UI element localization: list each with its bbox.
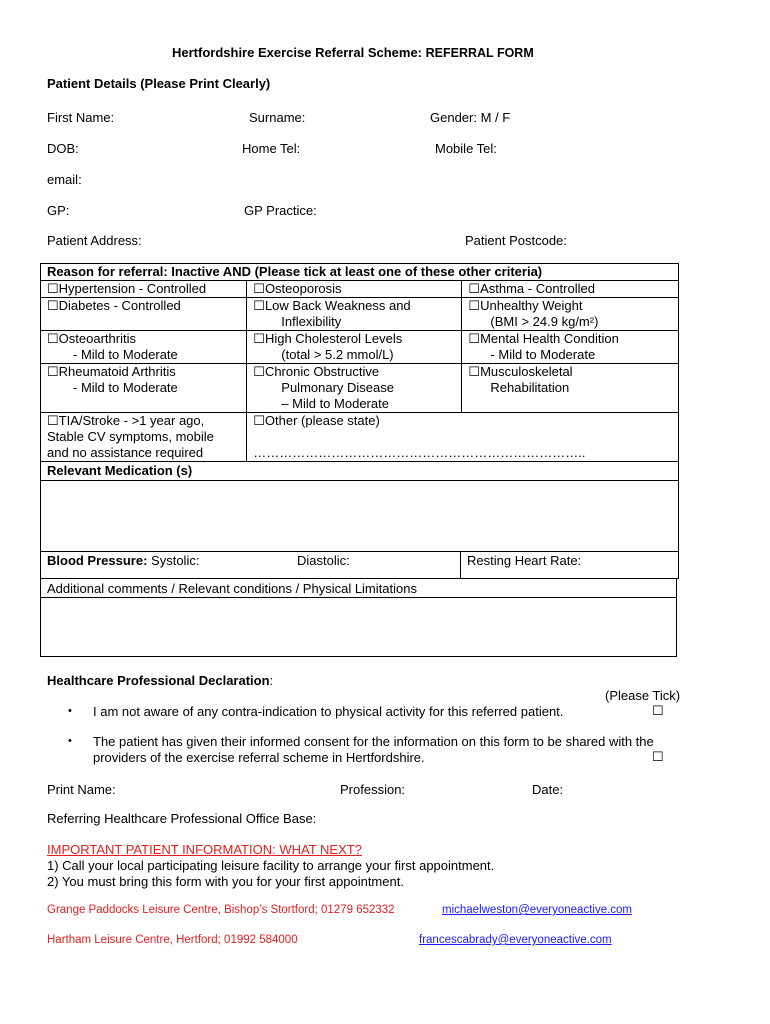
checkbox-icon[interactable]: ☐ (47, 364, 59, 379)
checkbox-icon[interactable]: ☐ (468, 364, 481, 379)
referral-criteria-table (40, 263, 679, 462)
checkbox-icon[interactable]: ☐ (47, 331, 59, 346)
vitals-divider (460, 552, 461, 578)
declaration-colon: : (269, 673, 274, 688)
checkbox-icon[interactable]: ☐ (468, 298, 481, 313)
what-next-heading: IMPORTANT PATIENT INFORMATION: WHAT NEXT? (47, 842, 362, 857)
criterion-hypertension-controlled[interactable] (41, 281, 247, 298)
criterion-text: Mental Health Condition (480, 331, 619, 346)
criteria-rows (41, 281, 679, 413)
comments-box[interactable] (40, 578, 677, 657)
criterion-text: Asthma - Controlled (480, 281, 595, 296)
bullet-2: • (68, 735, 72, 747)
criterion-label (47, 331, 246, 347)
criterion-osteoarthritis[interactable] (41, 331, 247, 364)
checkbox-icon[interactable]: ☐ (253, 281, 265, 296)
criterion-mental-health-condition[interactable] (462, 331, 679, 364)
checkbox-icon[interactable]: ☐ (47, 298, 59, 313)
criterion-label (468, 364, 678, 380)
resting-heart-rate-label[interactable]: Resting Heart Rate: (467, 553, 582, 568)
criterion-label (468, 331, 678, 347)
what-next-step-2: 2) You must bring this form with you for your first appointment. (47, 874, 404, 889)
centre-grange-paddocks-email[interactable]: michaelweston@everyoneactive.com (442, 904, 633, 916)
vitals-row (40, 551, 679, 579)
other-dots: ………………………………………………………………….. (253, 445, 586, 460)
criterion-text: Low Back Weakness and (264, 298, 411, 313)
criterion-detail: Pulmonary Disease (281, 380, 394, 395)
tia-line-2: Stable CV symptoms, mobile (47, 429, 214, 444)
systolic-label: Systolic: (151, 553, 200, 568)
gender-label: Gender: M / F (430, 110, 511, 125)
criterion-text: Diabetes - Controlled (58, 298, 181, 313)
surname-label: Surname: (249, 110, 306, 125)
criteria-row (41, 298, 679, 331)
home-tel-label: Home Tel: (242, 141, 301, 156)
declaration-item-1: I am not aware of any contra-indication to physical activity for this referred patient. (93, 704, 564, 719)
tia-line-3: and no assistance required (47, 445, 204, 460)
criteria-row (41, 281, 679, 298)
comments-label: Additional comments / Relevant conditions / Physical Limitations (47, 581, 417, 596)
dob-label: DOB: (47, 141, 79, 156)
office-base-label: Referring Healthcare Professional Office Base: (47, 811, 317, 826)
patient-postcode-label: Patient Postcode: (465, 233, 567, 248)
other-label: ☐Other (please state) (253, 413, 380, 428)
form-title-sub: REFERRAL FORM (425, 46, 534, 60)
criterion-tia-stroke[interactable] (41, 413, 247, 462)
checkbox-icon[interactable]: ☐ (47, 281, 59, 296)
declaration-checkbox-1[interactable]: ☐ (652, 703, 664, 718)
email-label: email: (47, 172, 82, 187)
criteria-row (41, 331, 679, 364)
diastolic-label[interactable]: Diastolic: (297, 553, 350, 568)
criterion-text: High Cholesterol Levels (264, 331, 403, 346)
criterion-detail: - Mild to Moderate (73, 347, 178, 362)
criterion-text: Rheumatoid Arthritis (58, 364, 176, 379)
centre-hartham-email[interactable]: francescabrady@everyoneactive.com (419, 934, 612, 946)
bp-label: Blood Pressure: (47, 553, 148, 568)
criterion-text: Hypertension - Controlled (58, 281, 207, 296)
criterion-unhealthy-weight[interactable] (462, 298, 679, 331)
criterion-text: Unhealthy Weight (480, 298, 583, 313)
what-next-step-1: 1) Call your local participating leisure facility to arrange your first appointment. (47, 858, 495, 873)
criterion-label (253, 281, 461, 297)
criterion-musculoskeletal[interactable] (462, 364, 679, 413)
referral-heading: Reason for referral: Inactive AND (Please tick at least one of these other criteria) (41, 264, 679, 281)
criterion-text: Musculoskeletal (480, 364, 573, 379)
criterion-detail: (total > 5.2 mmol/L) (281, 347, 394, 362)
criterion-label (47, 281, 246, 297)
mobile-tel-label: Mobile Tel: (435, 141, 497, 156)
criterion-label (468, 281, 678, 297)
date-label: Date: (532, 782, 564, 797)
criterion-detail: - Mild to Moderate (73, 380, 178, 395)
criterion-label (253, 331, 461, 347)
declaration-heading: Healthcare Professional Declaration (47, 673, 270, 688)
criterion-label (47, 364, 246, 380)
medication-divider (41, 480, 678, 481)
comments-divider (41, 597, 676, 598)
criterion-detail: (BMI > 24.9 kg/m²) (490, 314, 599, 329)
form-title (172, 45, 534, 60)
first-name-label: First Name: (47, 110, 115, 125)
criterion-text: Chronic Obstructive (264, 364, 380, 379)
bullet-1: • (68, 705, 72, 717)
criterion-label (253, 298, 461, 314)
criterion-detail: – Mild to Moderate (281, 396, 389, 411)
declaration-heading-wrap (47, 673, 273, 688)
checkbox-icon[interactable]: ☐ (253, 331, 265, 346)
criterion-text: Osteoarthritis (58, 331, 136, 346)
medication-box[interactable] (40, 461, 679, 552)
patient-address-label: Patient Address: (47, 233, 142, 248)
centre-hartham: Hartham Leisure Centre, Hertford; 01992 584000 (47, 934, 298, 946)
gp-practice-label: GP Practice: (244, 203, 317, 218)
tia-line-1: ☐TIA/Stroke - >1 year ago, (47, 413, 205, 428)
criterion-low-back-weakness-and[interactable] (247, 298, 462, 331)
criterion-label (253, 364, 461, 380)
checkbox-icon[interactable]: ☐ (468, 281, 481, 296)
please-tick-label: (Please Tick) (605, 688, 681, 703)
checkbox-icon[interactable]: ☐ (468, 331, 481, 346)
criterion-asthma-controlled[interactable] (462, 281, 679, 298)
criterion-detail: - Mild to Moderate (490, 347, 596, 362)
criterion-text: Osteoporosis (264, 281, 342, 296)
print-name-label: Print Name: (47, 782, 116, 797)
criterion-label (468, 298, 678, 314)
declaration-checkbox-2[interactable]: ☐ (652, 749, 664, 764)
criterion-label (47, 298, 246, 314)
criteria-row (41, 364, 679, 413)
form-title-main: Hertfordshire Exercise Referral Scheme: (172, 45, 423, 60)
centre-grange-paddocks: Grange Paddocks Leisure Centre, Bishop’s Stortford; 01279 652332 (47, 904, 395, 916)
criterion-high-cholesterol-levels[interactable] (247, 331, 462, 364)
checkbox-icon[interactable]: ☐ (253, 298, 265, 313)
checkbox-icon[interactable]: ☐ (253, 364, 265, 379)
criterion-rheumatoid-arthritis[interactable] (41, 364, 247, 413)
criterion-diabetes-controlled[interactable] (41, 298, 247, 331)
profession-label: Profession: (340, 782, 406, 797)
criterion-detail: Inflexibility (281, 314, 342, 329)
criterion-detail: Rehabilitation (490, 380, 570, 395)
gp-label: GP: (47, 203, 70, 218)
patient-details-heading: Patient Details (Please Print Clearly) (47, 76, 271, 91)
criterion-chronic-obstructive[interactable] (247, 364, 462, 413)
blood-pressure-field[interactable] (47, 553, 199, 568)
declaration-item-2-line-1: The patient has given their informed consent for the information on this form to be shared with the (93, 734, 654, 749)
declaration-item-2-line-2: providers of the exercise referral scheme in Hertfordshire. (93, 750, 425, 765)
medication-heading: Relevant Medication (s) (47, 463, 193, 478)
criterion-osteoporosis[interactable] (247, 281, 462, 298)
criterion-other[interactable] (247, 413, 679, 462)
